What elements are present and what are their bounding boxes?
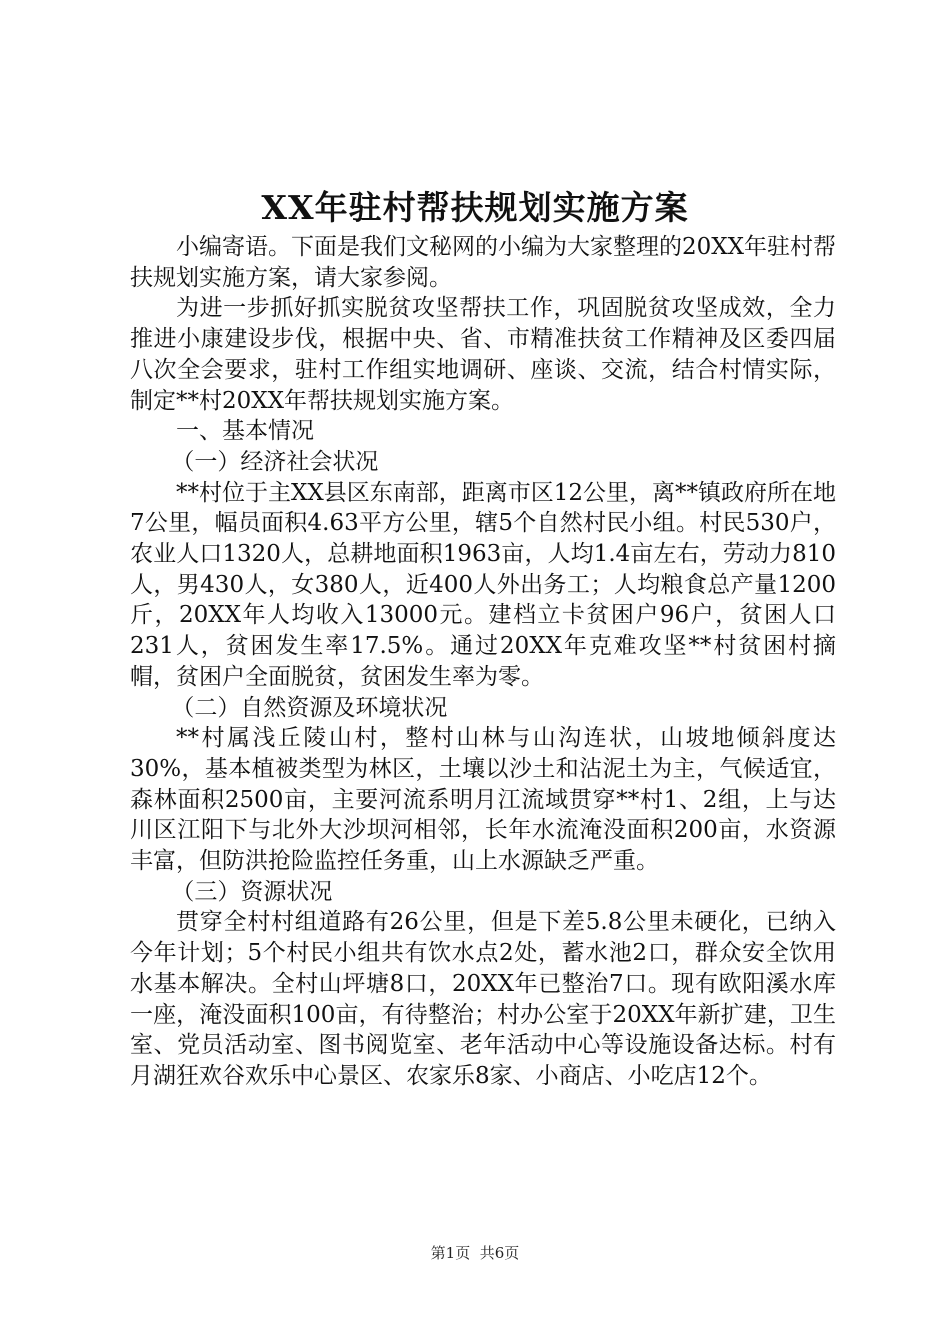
subsection-heading-resources: （三）资源状况	[171, 878, 333, 905]
page-number: 第1页	[430, 1244, 471, 1262]
resources-paragraph: 贯穿全村村组道路有26公里，但是下差5.8公里未硬化，已纳入今年计划；5个村民小组共有饮水点2处，蓄水池2口，群众安全饮用水基本解决。全村山坪塘8口，20XX年已整治7口。现有欧阳溪水库一座，淹没面积100亩，有待整治；村办公室于20XX年新扩建，卫生室、党员活动室、图书阅览室、老年活动中心等设施设备达标。村有月湖狂欢谷欢乐中心景区、农家乐8家、小商店、小吃店12个。	[130, 909, 836, 1089]
economy-paragraph: **村位于主XX县区东南部，距离市区12公里，离**镇政府所在地7公里，幅员面积4.63平方公里，辖5个自然村民小组。村民530户，农业人口1320人，总耕地面积1963亩，人均1.4亩左右，劳动力810人，男430人，女380人，近400人外出务工；人均粮食总产量1200斤，20XX年人均收入13000元。建档立卡贫困户96户，贫困人口231人，贫困发生率17.5%。通过20XX年克难攻坚**村贫困村摘帽，贫困户全面脱贫，贫困发生率为零。	[130, 479, 837, 690]
purpose-paragraph: 为进一步抓好抓实脱贫攻坚帮扶工作，巩固脱贫攻坚成效，全力推进小康建设步伐，根据中央、省、市精准扶贫工作精神及区委四届八次全会要求，驻村工作组实地调研、座谈、交流，结合村情实际，制定**村20XX年帮扶规划实施方案。	[130, 295, 836, 414]
document-body	[130, 232, 836, 1092]
section-heading-basic-info: 一、基本情况	[176, 418, 314, 445]
page-total: 共6页	[479, 1244, 520, 1262]
subsection-heading-economy: （一）经济社会状况	[171, 448, 379, 475]
intro-paragraph: 小编寄语。下面是我们文秘网的小编为大家整理的20XX年驻村帮扶规划实施方案，请大家参阅。	[130, 234, 837, 291]
nature-paragraph: **村属浅丘陵山村，整村山林与山沟连状，山坡地倾斜度达30%，基本植被类型为林区，土壤以沙土和沾泥土为主，气候适宜，森林面积2500亩，主要河流系明月江流域贯穿**村1、2组，上与达川区江阳下与北外大沙坝河相邻，长年水流淹没面积200亩，水资源丰富，但防洪抢险监控任务重，山上水源缺乏严重。	[130, 725, 836, 875]
subsection-heading-nature: （二）自然资源及环境状况	[171, 694, 448, 721]
document-title: XX年驻村帮扶规划实施方案	[261, 188, 689, 227]
page-footer	[0, 1243, 950, 1263]
